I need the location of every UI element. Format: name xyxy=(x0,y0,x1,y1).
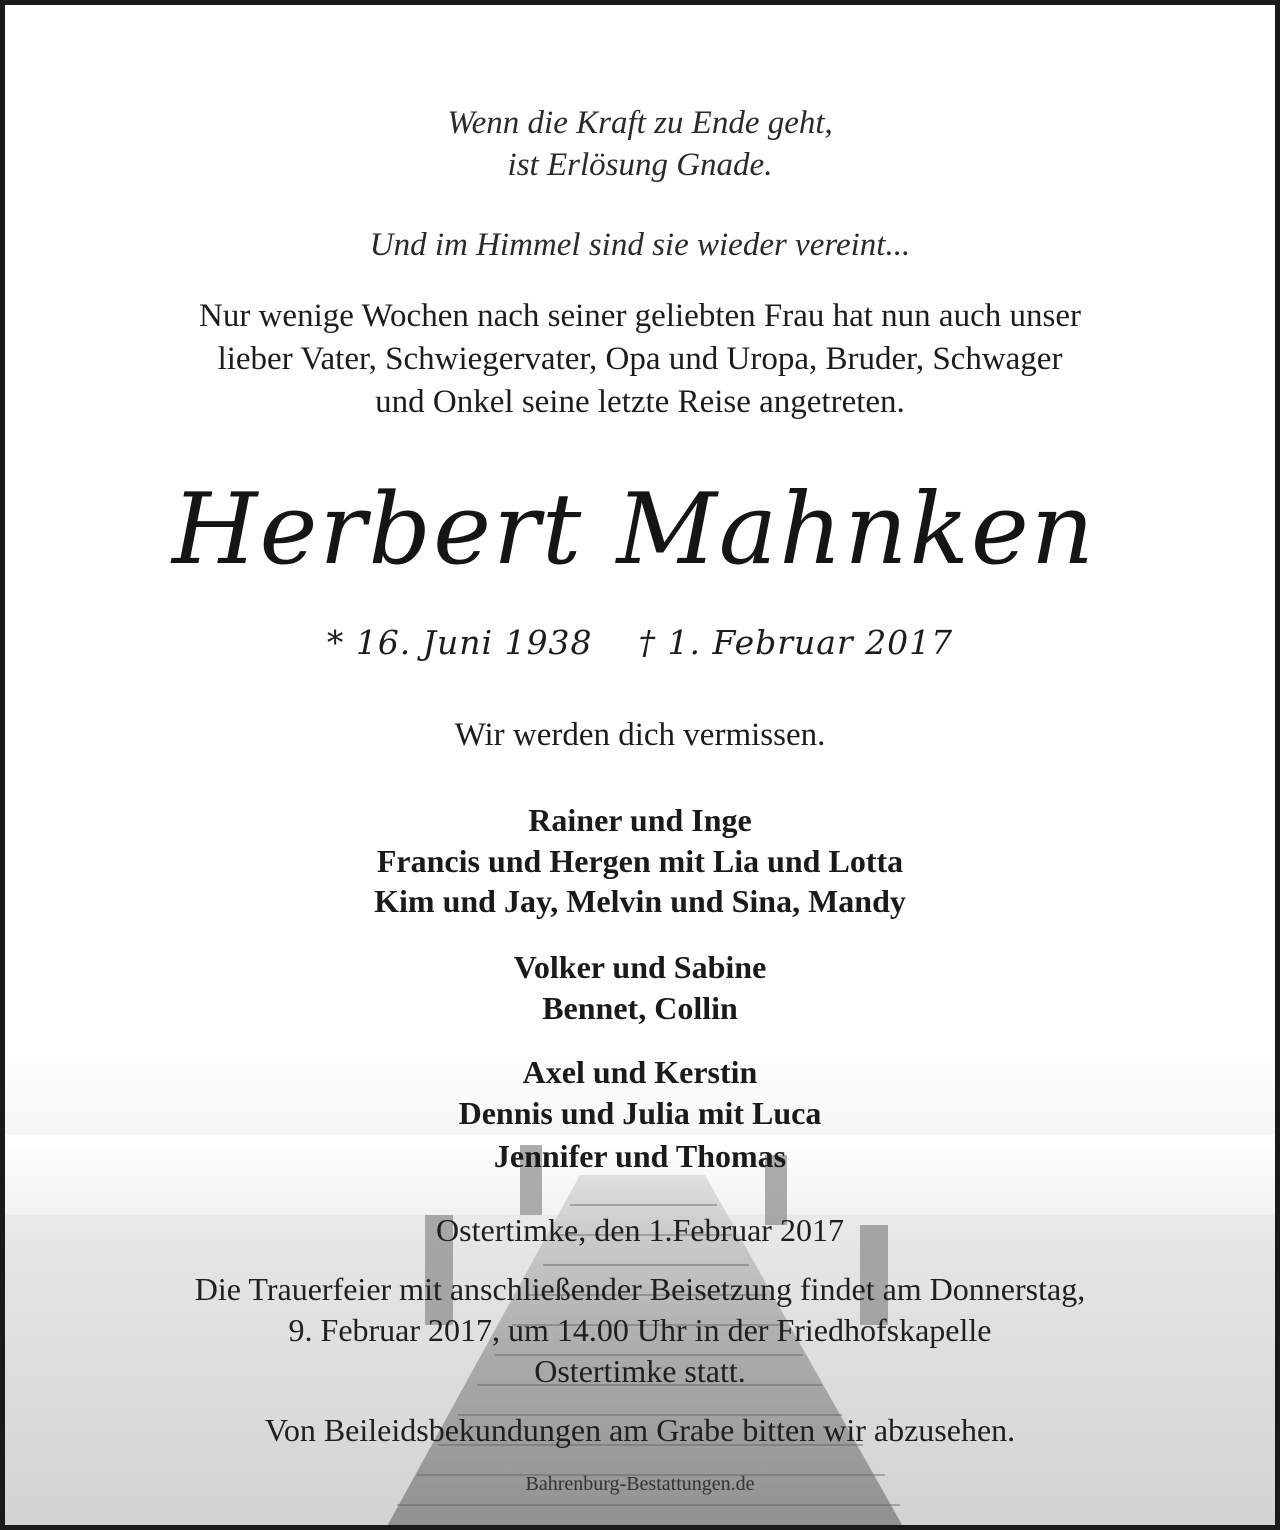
family-line: Jennifer und Thomas xyxy=(493,1138,787,1174)
service-line-2: 9. Februar 2017, um 14.00 Uhr in der Friedhofskapelle xyxy=(288,1312,992,1348)
service-line-3: Ostertimke statt. xyxy=(534,1353,746,1389)
motto-line-3: Und im Himmel sind sie wieder vereint... xyxy=(369,227,911,263)
family-line: Kim und Jay, Melvin und Sina, Mandy xyxy=(374,883,906,919)
intro-line-2: lieber Vater, Schwiegervater, Opa und Uropa, Bruder, Schwager xyxy=(217,341,1063,377)
intro-line-1: Nur wenige Wochen nach seiner geliebten Frau hat nun auch unser xyxy=(199,298,1081,334)
family-line: Volker und Sabine xyxy=(513,949,767,985)
family-line: Francis und Hergen mit Lia und Lotta xyxy=(376,843,904,879)
funeral-home-footer: Bahrenburg-Bestattungen.de xyxy=(525,1473,755,1495)
family-line: Rainer und Inge xyxy=(528,802,752,838)
deceased-name: Herbert Mahnken xyxy=(172,473,1096,587)
motto-line-1: Wenn die Kraft zu Ende geht, xyxy=(447,105,833,141)
intro-line-3: und Onkel seine letzte Reise angetreten. xyxy=(375,384,905,420)
condolence-note: Von Beileidsbekundungen am Grabe bitten wir abzusehen. xyxy=(264,1412,1016,1448)
motto-line-2: ist Erlösung Gnade. xyxy=(507,147,773,183)
life-dates: * 16. Juni 1938 † 1. Februar 2017 xyxy=(326,623,954,662)
family-line: Axel und Kerstin xyxy=(522,1054,758,1090)
farewell-text: Wir werden dich vermissen. xyxy=(454,717,826,753)
place-date: Ostertimke, den 1.Februar 2017 xyxy=(436,1212,844,1248)
service-line-1: Die Trauerfeier mit anschließender Beisetzung findet am Donnerstag, xyxy=(194,1271,1086,1307)
family-line: Bennet, Collin xyxy=(542,990,738,1026)
family-line: Dennis und Julia mit Luca xyxy=(458,1095,822,1131)
